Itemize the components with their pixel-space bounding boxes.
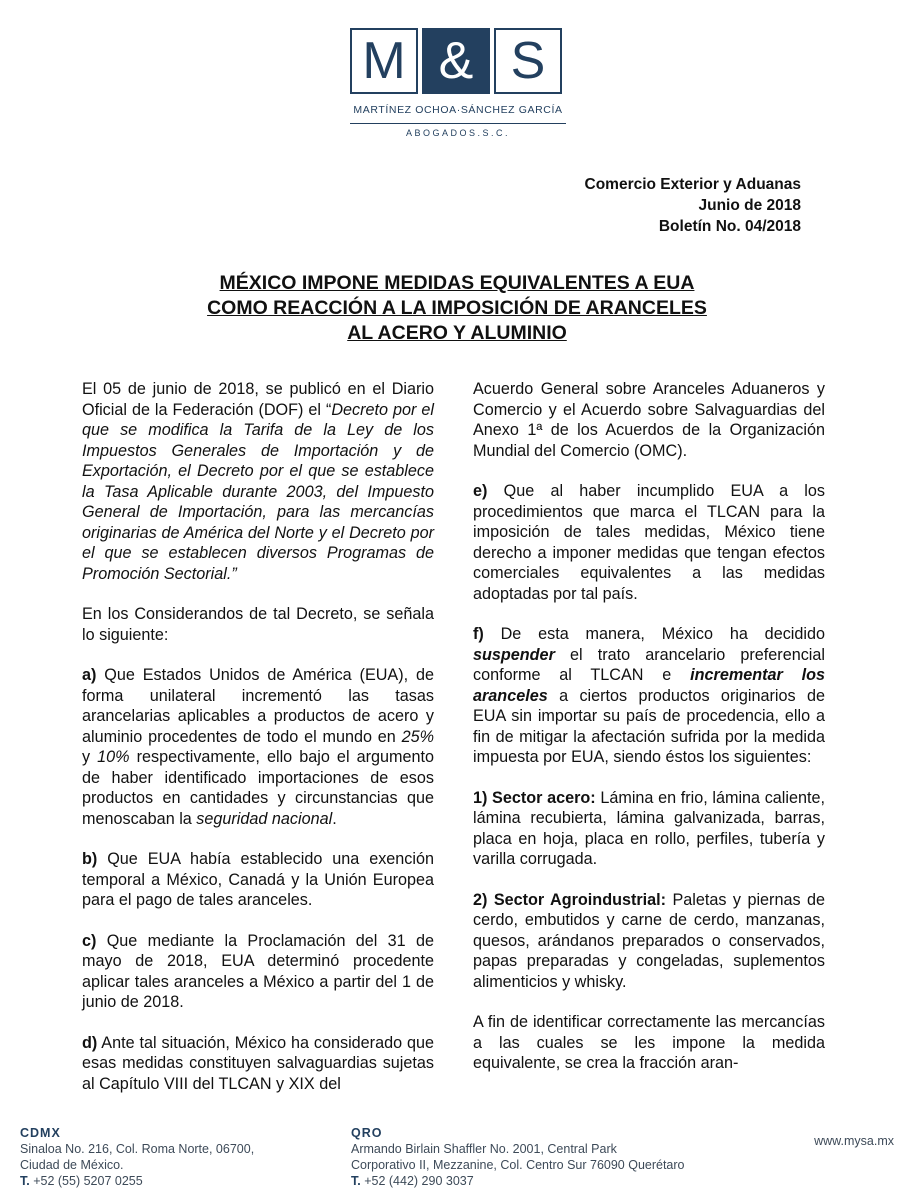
right-column [473,379,825,1094]
logo-divider [350,123,566,124]
decree-title: Decreto por el que se modifica la Tarifa de la Ley de los Impuestos Generales de Importación y de Exportación, el Decreto por el que se establece la Tasa Aplicable durante 2003, del Impuesto General de Importación, para las mercancías originarias de América del Norte y el Decreto por el que se establecen diversos Programas de Promoción Sectorial.” [82,400,434,583]
document-title [80,271,834,346]
intro-paragraph [82,379,434,584]
item-a-end: . [332,809,337,828]
item-a-text-2: respectivamente, ello bajo el argumento de haber identificado importaciones de esos productos en cantidades y circunstancias que menoscaban la [82,748,434,828]
item-f-increase: incrementar los aranceles [473,666,825,705]
page-footer [0,1125,914,1200]
logo-ampersand: & [422,28,490,94]
item-c-paragraph [82,931,434,1013]
closing-paragraph: A fin de identificar correctamente las mercancías a las cuales se les impone la medida equivalente, se crea la fracción aran- [473,1013,825,1072]
item-b-label: b) [82,850,98,868]
sector-steel-paragraph [473,788,825,870]
bulletin-number: Boletín No. 04/2018 [658,218,801,235]
item-a-text-1: Que Estados Unidos de América (EUA), de forma unilateral incrementó las tasas arancelarias aplicables a productos de acero y aluminio procedentes de todo el mundo en [82,666,434,746]
footer-qro-phone [351,1173,685,1189]
title-line-3: AL ACERO Y ALUMINIO [347,322,567,344]
sector-agro-text: Paletas y piernas de cerdo, embutidos y carne de cerdo, manzanas, quesos, arándanos preparados o conservados, papas preparadas y congeladas, suplementos alimenticios y whisky. [473,890,825,991]
title-line-1: MÉXICO IMPONE MEDIDAS EQUIVALENTES A EUA [219,272,695,294]
item-f-label: f) [473,625,484,643]
considerandos-paragraph: En los Considerandos de tal Decreto, se señala lo siguiente: [82,605,434,644]
footer-qro-phone-number: +52 (442) 290 3037 [360,1174,474,1188]
footer-qro-address-2: Corporativo II, Mezzanine, Col. Centro Sur 76090 Querétaro [351,1158,685,1172]
bulletin-header [585,174,802,237]
bulletin-area: Comercio Exterior y Aduanas [584,176,801,193]
footer-cdmx-phone [20,1173,254,1189]
footer-qro-city: QRO [351,1126,383,1140]
footer-cdmx-address-2: Ciudad de México. [20,1158,124,1172]
item-f-text-3: a ciertos productos originarios de EUA sin importar su país de procedencia, ello a fin de mitigar la afectación sufrida por la medida impuesta por EUA, siendo éstos los siguientes: [473,686,825,766]
logo-firm-name: MARTÍNEZ OCHOA·SÁNCHEZ GARCÍA [353,104,563,116]
bulletin-date: Junio de 2018 [698,197,801,214]
item-f-paragraph [473,624,825,768]
item-e-label: e) [473,482,488,500]
footer-cdmx-phone-label: T. [20,1174,30,1188]
footer-cdmx-phone-number: +52 (55) 5207 0255 [29,1174,143,1188]
item-f-suspend: suspender [473,645,555,664]
item-f-text-1: De esta manera, México ha decidido [483,625,825,643]
item-f-text-2: el trato arancelario preferencial conforme al TLCAN e [473,645,825,684]
firm-logo [350,28,566,146]
item-e-paragraph [473,481,825,604]
sector-agro-paragraph [473,890,825,993]
sector-steel-label: 1) Sector acero: [473,788,596,807]
item-d-paragraph [82,1033,434,1095]
item-d-label: d) [82,1033,98,1052]
intro-text: El 05 de junio de 2018, se publicó en el Diario Oficial de la Federación (DOF) el “ [82,380,434,419]
item-b-paragraph [82,849,434,911]
item-c-text: Que mediante la Proclamación del 31 de mayo de 2018, EUA determinó procedente aplicar tales aranceles a México a partir del 1 de junio de 2018. [82,931,434,1011]
item-d-text: Ante tal situación, México ha considerado que esas medidas constituyen salvaguardias sujetas al Capítulo VIII del TLCAN y XIX del [82,1033,434,1093]
logo-letter-m: M [350,28,418,94]
footer-qro-phone-label: T. [351,1174,361,1188]
item-e-text: Que al haber incumplido EUA a los procedimientos que marca el TLCAN para la imposición de tales medidas, México tiene derecho a imponer medidas que tengan efectos comerciales equivalentes a las medidas adoptadas por tal país. [473,482,825,603]
item-a-rate-steel: 25% [401,727,434,746]
item-a-label: a) [82,666,97,684]
left-column [82,379,434,1114]
footer-website: www.mysa.mx [814,1134,894,1148]
item-a-conj: y [82,748,98,766]
continuation-paragraph: Acuerdo General sobre Aranceles Aduaneros y Comercio y el Acuerdo sobre Salvaguardias del Anexo 1ª de los Acuerdos de la Organización Mundial del Comercio (OMC). [473,380,825,460]
footer-cdmx-city: CDMX [20,1126,61,1140]
logo-letter-s: S [494,28,562,94]
title-line-2: COMO REACCIÓN A LA IMPOSICIÓN DE ARANCELES [207,297,707,319]
item-a-rate-aluminum: 10% [97,748,130,766]
sector-steel-text: Lámina en frio, lámina caliente, lámina recubierta, lámina galvanizada, barras, placa en hoja, placa en rollo, perfiles, tubería y varilla corrugada. [473,788,825,868]
item-c-label: c) [82,931,97,950]
footer-cdmx-address-1: Sinaloa No. 216, Col. Roma Norte, 06700, [20,1142,255,1156]
item-a-national-security: seguridad nacional [196,809,333,828]
item-b-text: Que EUA había establecido una exención temporal a México, Canadá y la Unión Europea para el pago de tales aranceles. [82,850,434,909]
sector-agro-label: 2) Sector Agroindustrial: [473,890,667,909]
footer-qro [351,1125,685,1189]
logo-letters [350,28,566,96]
item-a-paragraph [82,665,434,829]
logo-firm-subtitle: ABOGADOS.S.C. [405,128,511,138]
footer-qro-address-1: Armando Birlain Shaffler No. 2001, Central Park [351,1142,617,1156]
footer-cdmx [20,1125,254,1189]
